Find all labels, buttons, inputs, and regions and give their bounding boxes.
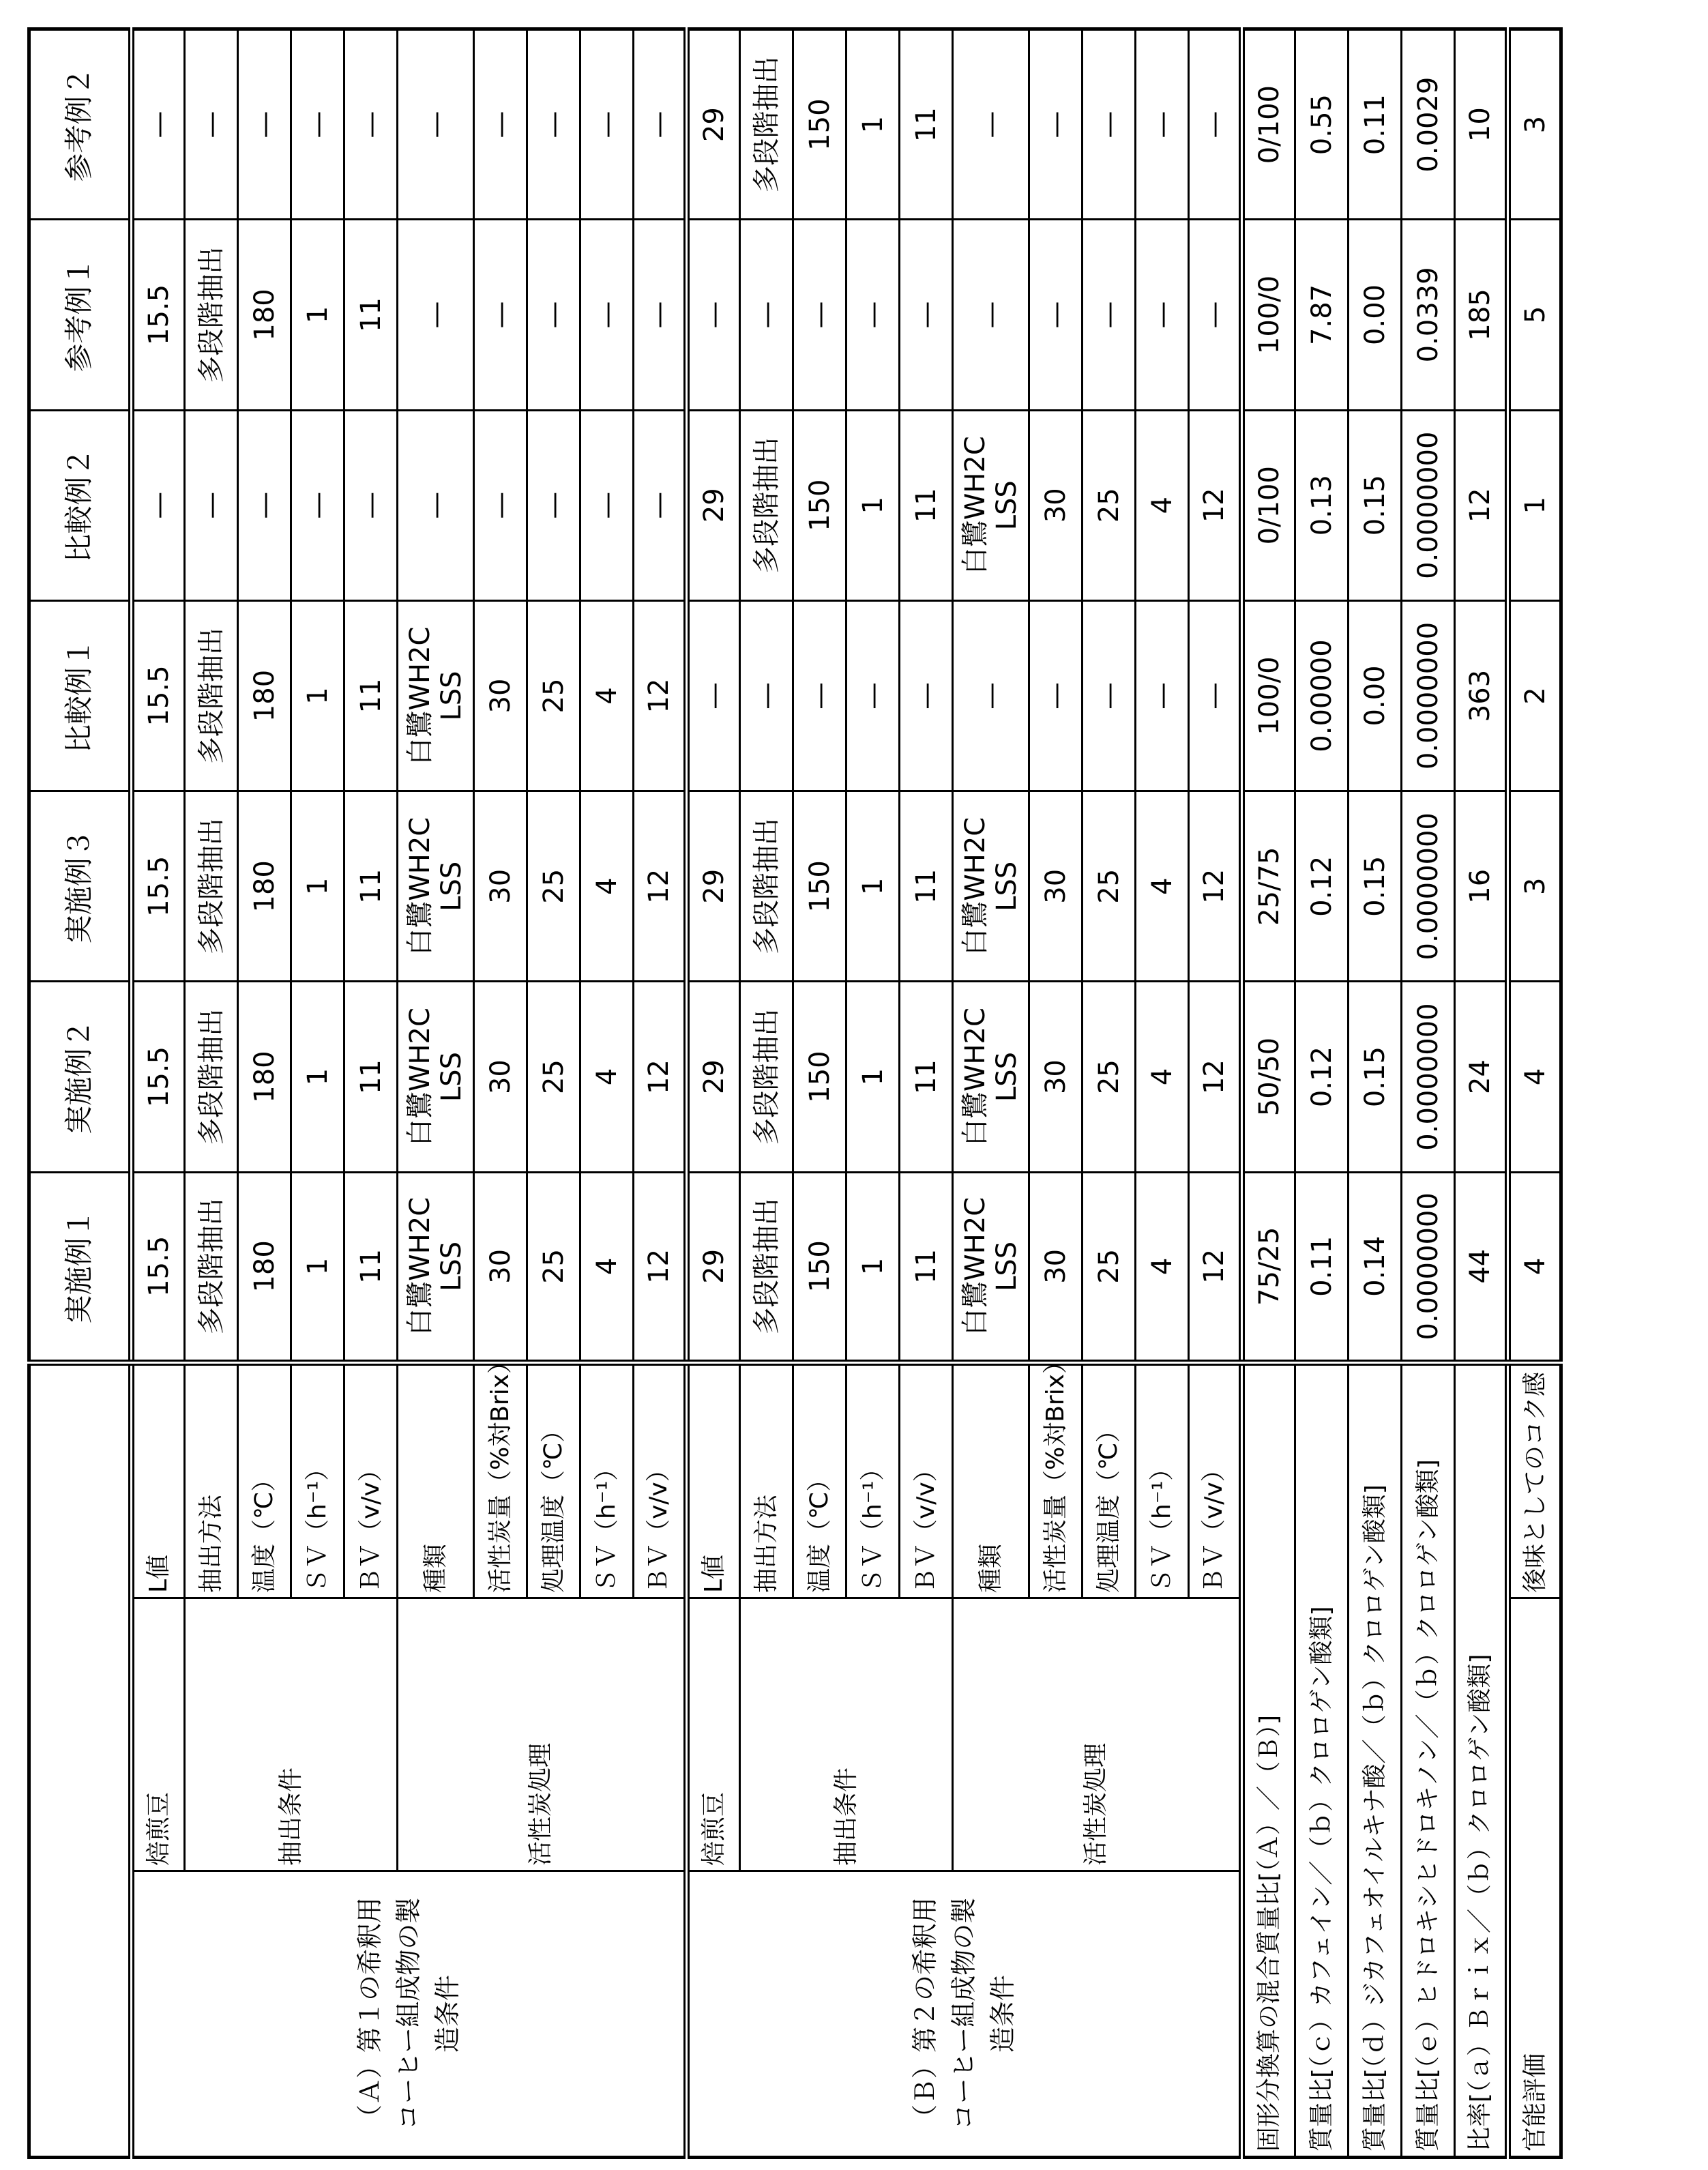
value-cell: 11	[900, 29, 953, 220]
value-cell: —	[1136, 29, 1189, 220]
value-cell: 12	[1189, 982, 1242, 1172]
value-cell: —	[238, 410, 291, 600]
value-cell: —	[846, 220, 900, 410]
row-label: ＢＶ（v/v）	[900, 1362, 953, 1598]
value-cell: 4	[580, 600, 634, 791]
value-cell: —	[398, 220, 474, 410]
value-cell: 180	[238, 791, 291, 982]
column-header: 参考例１	[29, 220, 132, 410]
value-cell: —	[580, 410, 634, 600]
value-cell: —	[953, 600, 1029, 791]
value-cell: 150	[793, 29, 846, 220]
value-cell: —	[953, 29, 1029, 220]
value-cell: 白鷺WH2C LSS	[398, 791, 474, 982]
value-cell: 0.55	[1295, 29, 1349, 220]
value-cell: 25	[527, 1172, 580, 1362]
value-cell: 30	[474, 1172, 527, 1362]
row-label: ＳＶ（h⁻¹）	[846, 1362, 900, 1598]
value-cell: 15.5	[132, 982, 185, 1172]
value-cell: —	[1189, 220, 1242, 410]
table-row	[185, 29, 238, 2158]
value-cell: 11	[344, 1172, 398, 1362]
value-cell: 4	[580, 1172, 634, 1362]
value-cell: 29	[687, 791, 740, 982]
value-cell: 4	[1136, 1172, 1189, 1362]
summary-label: 固形分換算の混合質量比[（Ａ）／（Ｂ）]	[1242, 1362, 1295, 2157]
value-cell: —	[953, 220, 1029, 410]
value-cell: 180	[238, 982, 291, 1172]
value-cell: —	[634, 220, 687, 410]
value-cell: 30	[1029, 1172, 1083, 1362]
group-label: （Ａ）第１の希釈用コーヒー組成物の製造条件	[132, 1871, 687, 2158]
value-cell: 0.13	[1295, 410, 1349, 600]
value-cell: 白鷺WH2C LSS	[398, 982, 474, 1172]
value-cell: 0.12	[1295, 791, 1349, 982]
column-header: 実施例３	[29, 791, 132, 982]
value-cell: 11	[900, 1172, 953, 1362]
value-cell: 0.12	[1295, 982, 1349, 1172]
value-cell: 0.11	[1295, 1172, 1349, 1362]
header-row	[29, 29, 132, 2158]
value-cell: —	[398, 410, 474, 600]
table-row	[740, 29, 793, 2158]
summary-label: 質量比[（ｃ）カフェイン／（ｂ）クロロゲン酸類]	[1295, 1362, 1349, 2157]
row-label: ＢＶ（v/v）	[1189, 1362, 1242, 1598]
value-cell: —	[344, 29, 398, 220]
value-cell: 150	[793, 1172, 846, 1362]
summary-row	[1349, 29, 1402, 2158]
summary-row	[1402, 29, 1455, 2158]
value-cell: 0.0000000	[1402, 1172, 1455, 1362]
value-cell: 11	[344, 600, 398, 791]
value-cell: 30	[474, 982, 527, 1172]
row-label: 種類	[398, 1362, 474, 1598]
value-cell: —	[474, 29, 527, 220]
value-cell: —	[1083, 600, 1136, 791]
value-cell: —	[1029, 600, 1083, 791]
value-cell: 30	[474, 600, 527, 791]
value-cell: —	[291, 29, 344, 220]
row-label: L値	[687, 1362, 740, 1598]
value-cell: 白鷺WH2C LSS	[953, 791, 1029, 982]
value-cell: 180	[238, 600, 291, 791]
value-cell: 30	[1029, 410, 1083, 600]
rotated-table-page	[27, 27, 1548, 2159]
summary-label: 質量比[（ｄ）ジカフェオイルキナ酸／（ｂ）クロロゲン酸類]	[1349, 1362, 1402, 2157]
value-cell: 0.0000000	[1402, 600, 1455, 791]
row-label: 種類	[953, 1362, 1029, 1598]
value-cell: —	[398, 29, 474, 220]
value-cell: 1	[846, 410, 900, 600]
value-cell: —	[740, 220, 793, 410]
value-cell: 12	[634, 600, 687, 791]
section-label: 活性炭処理	[953, 1598, 1242, 1871]
value-cell: 150	[793, 791, 846, 982]
value-cell: —	[344, 410, 398, 600]
results-table	[27, 27, 1563, 2159]
value-cell: 10	[1455, 29, 1508, 220]
value-cell: 11	[900, 791, 953, 982]
value-cell: 0.00	[1349, 220, 1402, 410]
value-cell: 15.5	[132, 1172, 185, 1362]
value-cell: —	[527, 410, 580, 600]
header-label-blank	[29, 1362, 132, 2157]
value-cell: 1	[291, 220, 344, 410]
row-label: 処理温度（℃）	[527, 1362, 580, 1598]
value-cell: 3	[1508, 791, 1561, 982]
value-cell: 30	[1029, 791, 1083, 982]
value-cell: —	[1136, 600, 1189, 791]
table-row	[132, 29, 185, 2158]
column-header: 参考例２	[29, 29, 132, 220]
value-cell: 1	[846, 982, 900, 1172]
value-cell: 1	[846, 29, 900, 220]
row-label: L値	[132, 1362, 185, 1598]
value-cell: 100/0	[1242, 600, 1295, 791]
value-cell: 15.5	[132, 220, 185, 410]
value-cell: 1	[1508, 410, 1561, 600]
value-cell: —	[1029, 29, 1083, 220]
value-cell: —	[527, 29, 580, 220]
value-cell: 2	[1508, 600, 1561, 791]
section-label: 焙煎豆	[132, 1598, 185, 1871]
value-cell: 多段階抽出	[185, 220, 238, 410]
value-cell: 12	[1189, 1172, 1242, 1362]
value-cell: —	[474, 410, 527, 600]
section-label: 焙煎豆	[687, 1598, 740, 1871]
column-header: 実施例２	[29, 982, 132, 1172]
value-cell: 50/50	[1242, 982, 1295, 1172]
column-header: 比較例１	[29, 600, 132, 791]
column-header: 実施例１	[29, 1172, 132, 1362]
value-cell: 0.0000000	[1402, 982, 1455, 1172]
value-cell: 25	[527, 600, 580, 791]
value-cell: 多段階抽出	[740, 1172, 793, 1362]
value-cell: 25	[527, 982, 580, 1172]
value-cell: 0.15	[1349, 410, 1402, 600]
value-cell: 多段階抽出	[185, 1172, 238, 1362]
value-cell: 1	[291, 791, 344, 982]
row-label: 温度（℃）	[793, 1362, 846, 1598]
value-cell: 180	[238, 1172, 291, 1362]
summary-label: 比率[（ａ）Ｂｒｉｘ／（ｂ）クロロゲン酸類]	[1455, 1362, 1508, 2157]
value-cell: 多段階抽出	[740, 29, 793, 220]
value-cell: 1	[291, 982, 344, 1172]
value-cell: 0/100	[1242, 410, 1295, 600]
value-cell: —	[527, 220, 580, 410]
value-cell: 11	[344, 982, 398, 1172]
value-cell: 29	[687, 410, 740, 600]
value-cell: 25/75	[1242, 791, 1295, 982]
value-cell: 29	[687, 29, 740, 220]
value-cell: —	[846, 600, 900, 791]
value-cell: 0.0000000	[1402, 410, 1455, 600]
value-cell: 25	[1083, 1172, 1136, 1362]
section-label: 抽出条件	[185, 1598, 398, 1871]
value-cell: 25	[1083, 410, 1136, 600]
row-label: 活性炭量（%対Brix）	[474, 1362, 527, 1598]
value-cell: 180	[238, 220, 291, 410]
summary-label: 質量比[（ｅ）ヒドロキシヒドロキノン／（ｂ）クロロゲン酸類]	[1402, 1362, 1455, 2157]
row-label: ＢＶ（v/v）	[634, 1362, 687, 1598]
value-cell: —	[1029, 220, 1083, 410]
value-cell: 12	[1189, 410, 1242, 600]
value-cell: 白鷺WH2C LSS	[398, 1172, 474, 1362]
value-cell: 多段階抽出	[185, 982, 238, 1172]
value-cell: —	[185, 29, 238, 220]
value-cell: —	[1189, 600, 1242, 791]
value-cell: 0.00000	[1295, 600, 1349, 791]
value-cell: 29	[687, 1172, 740, 1362]
sensory-sublabel: 後味としてのコク感	[1508, 1362, 1561, 1598]
value-cell: 4	[580, 982, 634, 1172]
value-cell: 11	[344, 220, 398, 410]
value-cell: —	[238, 29, 291, 220]
summary-row	[1242, 29, 1295, 2158]
value-cell: —	[687, 220, 740, 410]
value-cell: 0.11	[1349, 29, 1402, 220]
value-cell: 4	[1508, 982, 1561, 1172]
column-header: 比較例２	[29, 410, 132, 600]
value-cell: 0.14	[1349, 1172, 1402, 1362]
value-cell: 30	[1029, 982, 1083, 1172]
value-cell: 7.87	[1295, 220, 1349, 410]
row-label: 処理温度（℃）	[1083, 1362, 1136, 1598]
value-cell: 29	[687, 982, 740, 1172]
value-cell: 15.5	[132, 791, 185, 982]
table-row	[687, 29, 740, 2158]
value-cell: 白鷺WH2C LSS	[953, 410, 1029, 600]
value-cell: 11	[900, 410, 953, 600]
value-cell: 12	[634, 791, 687, 982]
value-cell: 白鷺WH2C LSS	[398, 600, 474, 791]
value-cell: 24	[1455, 982, 1508, 1172]
value-cell: —	[580, 220, 634, 410]
value-cell: 4	[580, 791, 634, 982]
value-cell: —	[132, 410, 185, 600]
value-cell: 白鷺WH2C LSS	[953, 1172, 1029, 1362]
value-cell: 0.0339	[1402, 220, 1455, 410]
row-label: 抽出方法	[185, 1362, 238, 1598]
value-cell: 12	[1189, 791, 1242, 982]
value-cell: —	[185, 410, 238, 600]
value-cell: 150	[793, 982, 846, 1172]
value-cell: 30	[474, 791, 527, 982]
row-label: ＳＶ（h⁻¹）	[1136, 1362, 1189, 1598]
value-cell: 4	[1136, 791, 1189, 982]
value-cell: 3	[1508, 29, 1561, 220]
value-cell: —	[634, 410, 687, 600]
value-cell: —	[132, 29, 185, 220]
value-cell: —	[580, 29, 634, 220]
value-cell: 多段階抽出	[740, 982, 793, 1172]
value-cell: 4	[1508, 1172, 1561, 1362]
row-label: ＢＶ（v/v）	[344, 1362, 398, 1598]
value-cell: 75/25	[1242, 1172, 1295, 1362]
summary-row	[1455, 29, 1508, 2158]
value-cell: 16	[1455, 791, 1508, 982]
value-cell: 25	[527, 791, 580, 982]
value-cell: 25	[1083, 791, 1136, 982]
value-cell: 12	[634, 982, 687, 1172]
value-cell: 12	[634, 1172, 687, 1362]
row-label: 活性炭量（%対Brix）	[1029, 1362, 1083, 1598]
value-cell: 25	[1083, 982, 1136, 1172]
value-cell: 多段階抽出	[185, 791, 238, 982]
value-cell: 185	[1455, 220, 1508, 410]
value-cell: 0.0029	[1402, 29, 1455, 220]
row-label: ＳＶ（h⁻¹）	[291, 1362, 344, 1598]
value-cell: —	[793, 600, 846, 791]
value-cell: —	[1083, 220, 1136, 410]
section-label: 抽出条件	[740, 1598, 953, 1871]
value-cell: 363	[1455, 600, 1508, 791]
value-cell: 11	[344, 791, 398, 982]
value-cell: —	[900, 600, 953, 791]
value-cell: —	[291, 410, 344, 600]
value-cell: —	[793, 220, 846, 410]
value-cell: 多段階抽出	[740, 410, 793, 600]
value-cell: 1	[846, 1172, 900, 1362]
value-cell: 12	[1455, 410, 1508, 600]
value-cell: —	[1136, 220, 1189, 410]
value-cell: —	[740, 600, 793, 791]
value-cell: 0.0000000	[1402, 791, 1455, 982]
value-cell: 0.15	[1349, 982, 1402, 1172]
value-cell: 100/0	[1242, 220, 1295, 410]
value-cell: 4	[1136, 410, 1189, 600]
value-cell: 150	[793, 410, 846, 600]
row-label: 抽出方法	[740, 1362, 793, 1598]
value-cell: —	[1083, 29, 1136, 220]
value-cell: —	[474, 220, 527, 410]
table-row	[953, 29, 1029, 2158]
value-cell: 多段階抽出	[740, 791, 793, 982]
value-cell: 1	[291, 600, 344, 791]
value-cell: 1	[291, 1172, 344, 1362]
value-cell: —	[634, 29, 687, 220]
sensory-row	[1508, 29, 1561, 2158]
section-label: 活性炭処理	[398, 1598, 687, 1871]
value-cell: —	[900, 220, 953, 410]
row-label: 温度（℃）	[238, 1362, 291, 1598]
summary-row	[1295, 29, 1349, 2158]
value-cell: 5	[1508, 220, 1561, 410]
value-cell: —	[1189, 29, 1242, 220]
value-cell: 44	[1455, 1172, 1508, 1362]
value-cell: —	[687, 600, 740, 791]
value-cell: 15.5	[132, 600, 185, 791]
group-label: （Ｂ）第２の希釈用コーヒー組成物の製造条件	[687, 1871, 1242, 2158]
value-cell: 0.00	[1349, 600, 1402, 791]
table-row	[398, 29, 474, 2158]
value-cell: 1	[846, 791, 900, 982]
value-cell: 白鷺WH2C LSS	[953, 982, 1029, 1172]
value-cell: 0/100	[1242, 29, 1295, 220]
value-cell: 多段階抽出	[185, 600, 238, 791]
value-cell: 4	[1136, 982, 1189, 1172]
sensory-label: 官能評価	[1508, 1598, 1561, 2158]
row-label: ＳＶ（h⁻¹）	[580, 1362, 634, 1598]
value-cell: 11	[900, 982, 953, 1172]
value-cell: 0.15	[1349, 791, 1402, 982]
